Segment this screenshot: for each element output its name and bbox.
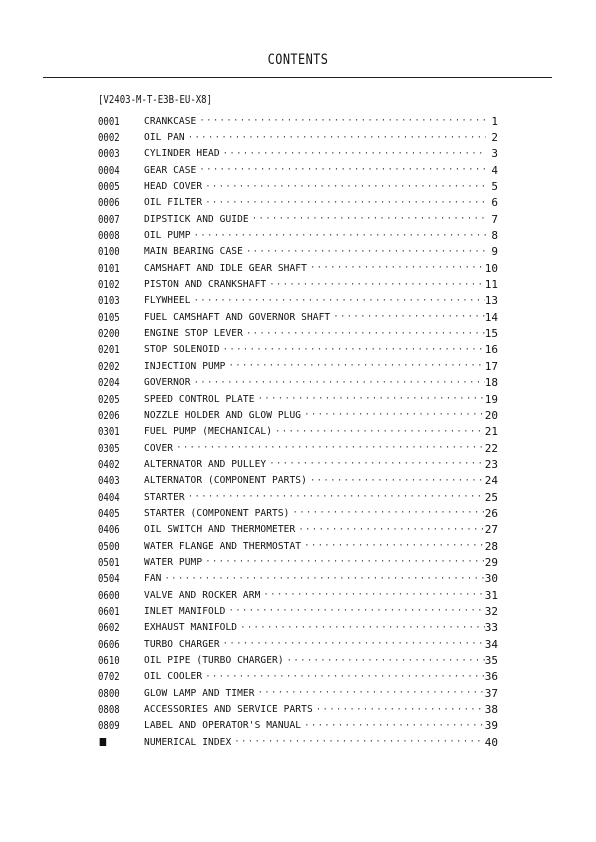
toc-entry[interactable]: [98, 522, 498, 538]
dot-leader: [301, 410, 485, 420]
entry-title: ALTERNATOR (COMPONENT PARTS): [144, 475, 307, 487]
square-bullet-icon: [98, 736, 136, 749]
toc-entry[interactable]: [98, 554, 498, 570]
entry-body: [144, 263, 485, 274]
toc-entry[interactable]: [98, 636, 498, 652]
entry-body: [144, 524, 485, 535]
entry-page-number: 23: [484, 457, 498, 471]
entry-title: GEAR CASE: [144, 164, 197, 176]
entry-page-number: 25: [484, 490, 498, 504]
toc-entry[interactable]: [98, 276, 498, 292]
entry-body: [144, 312, 485, 323]
entry-code: 0001: [98, 114, 120, 128]
toc-entry[interactable]: [98, 375, 498, 391]
entry-body: [144, 622, 485, 633]
entry-title: NUMERICAL INDEX: [144, 736, 232, 748]
dot-leader: [307, 263, 485, 273]
entry-title: CYLINDER HEAD: [144, 148, 220, 160]
entry-body: [144, 655, 485, 666]
toc-entry[interactable]: [98, 685, 498, 701]
entry-code: 0404: [98, 490, 120, 504]
entry-body: [144, 394, 485, 405]
entry-page-number: 16: [484, 343, 498, 357]
entry-code: 0006: [98, 196, 120, 210]
toc-entry[interactable]: [98, 146, 498, 162]
entry-title: ENGINE STOP LEVER: [144, 328, 243, 340]
toc-entry[interactable]: [98, 620, 498, 636]
dot-leader: [243, 247, 486, 257]
entry-title: FUEL CAMSHAFT AND GOVERNOR SHAFT: [144, 311, 331, 323]
dot-leader: [243, 329, 485, 339]
entry-page-number: 11: [484, 278, 498, 292]
entry-page-number: 32: [484, 604, 498, 618]
entry-code: 0600: [98, 588, 120, 602]
entry-title: OIL PUMP: [144, 230, 191, 242]
entry-page-number: 4: [491, 163, 498, 177]
entry-code: 0102: [98, 278, 120, 292]
dot-leader: [220, 149, 486, 159]
dot-leader: [266, 459, 485, 469]
entry-page-number: 21: [484, 425, 498, 439]
entry-body: [144, 459, 485, 470]
entry-page-number: 38: [484, 703, 498, 717]
entry-code: 0606: [98, 637, 120, 651]
entry-code: 0403: [98, 474, 120, 488]
toc-entry[interactable]: [98, 424, 498, 440]
model-code: [V2403-M-T-E3B-EU-X8]: [98, 93, 213, 106]
entry-code: 0602: [98, 621, 120, 635]
entry-title: NOZZLE HOLDER AND GLOW PLUG: [144, 409, 302, 421]
toc-entry[interactable]: [98, 325, 498, 341]
dot-leader: [225, 361, 484, 371]
entry-page-number: 9: [491, 245, 498, 259]
toc-entry[interactable]: [98, 162, 498, 178]
entry-code: 0800: [98, 686, 120, 700]
entry-title: DIPSTICK AND GUIDE: [144, 213, 249, 225]
toc-entry[interactable]: [98, 652, 498, 668]
dot-leader: [196, 116, 486, 126]
toc-entry[interactable]: [98, 113, 498, 129]
entry-body: [144, 410, 485, 421]
entry-page-number: 2: [491, 131, 498, 145]
toc-entry[interactable]: [98, 603, 498, 619]
toc-entry[interactable]: [98, 587, 498, 603]
dot-leader: [185, 133, 486, 143]
entry-body: [144, 443, 485, 454]
entry-body: [144, 541, 485, 552]
entry-body: [144, 704, 485, 715]
entry-body: [144, 688, 485, 699]
entry-code: 0702: [98, 670, 120, 684]
entry-title: HEAD COVER: [144, 181, 203, 193]
dot-leader: [330, 312, 485, 322]
entry-code: 0206: [98, 408, 120, 422]
entry-title: FUEL PUMP (MECHANICAL): [144, 426, 273, 438]
entry-page-number: 6: [491, 196, 498, 210]
dot-leader: [161, 574, 484, 584]
entry-body: [144, 557, 485, 568]
entry-body: [144, 279, 485, 290]
dot-leader: [301, 721, 485, 731]
entry-code: 0402: [98, 457, 120, 471]
entry-body: [144, 165, 486, 176]
toc-entry[interactable]: [98, 669, 498, 685]
entry-code: 0202: [98, 359, 120, 373]
toc-entry[interactable]: [98, 571, 498, 587]
entry-title: STARTER: [144, 491, 185, 503]
entry-body: [144, 639, 485, 650]
entry-page-number: 7: [491, 212, 498, 226]
entry-title: COVER: [144, 442, 174, 454]
dot-leader: [290, 508, 485, 518]
toc-entry[interactable]: [98, 734, 498, 750]
entry-page-number: 17: [484, 359, 498, 373]
toc-entry[interactable]: [98, 227, 498, 243]
entry-body: [144, 344, 485, 355]
entry-title: CRANKCASE: [144, 115, 197, 127]
entry-page-number: 37: [484, 686, 498, 700]
title-divider: [43, 77, 552, 78]
entry-code: 0610: [98, 654, 120, 668]
entry-page-number: 34: [484, 637, 498, 651]
dot-leader: [255, 688, 485, 698]
entry-page-number: 10: [484, 261, 498, 275]
entry-title: FAN: [144, 573, 162, 585]
entry-body: [144, 148, 486, 159]
toc-entry[interactable]: [98, 456, 498, 472]
entry-title: OIL PAN: [144, 132, 185, 144]
entry-code: 0200: [98, 327, 120, 341]
dot-leader: [272, 427, 485, 437]
toc-entry[interactable]: [98, 309, 498, 325]
entry-body: [144, 720, 485, 731]
entry-title: OIL PIPE (TURBO CHARGER): [144, 655, 284, 667]
entry-page-number: 14: [484, 310, 498, 324]
entry-body: [144, 295, 485, 306]
entry-body: [144, 214, 486, 225]
entry-body: [144, 230, 486, 241]
toc-entry[interactable]: [98, 718, 498, 734]
entry-title: GLOW LAMP AND TIMER: [144, 687, 255, 699]
toc-entry[interactable]: [98, 489, 498, 505]
entry-body: [144, 197, 486, 208]
entry-code: 0007: [98, 212, 120, 226]
dot-leader: [301, 541, 485, 551]
entry-title: ACCESSORIES AND SERVICE PARTS: [144, 704, 313, 716]
dot-leader: [202, 182, 486, 192]
entry-code: 0405: [98, 506, 120, 520]
entry-title: OIL FILTER: [144, 197, 203, 209]
toc-list: [98, 113, 498, 750]
dot-leader: [196, 165, 486, 175]
entry-page-number: 24: [484, 474, 498, 488]
entry-body: [144, 737, 485, 748]
entry-code: 0601: [98, 604, 120, 618]
page-title: CONTENTS: [267, 52, 329, 68]
entry-page-number: 13: [484, 294, 498, 308]
entry-body: [144, 246, 486, 257]
dot-leader: [249, 214, 486, 224]
entry-code: 0205: [98, 392, 120, 406]
entry-code: 0100: [98, 245, 120, 259]
entry-body: [144, 426, 485, 437]
dot-leader: [220, 639, 485, 649]
dot-leader: [191, 378, 485, 388]
dot-leader: [202, 557, 485, 567]
entry-body: [144, 492, 485, 503]
toc-entry[interactable]: [98, 701, 498, 717]
entry-code: 0103: [98, 294, 120, 308]
entry-code: 0005: [98, 180, 120, 194]
entry-page-number: 31: [484, 588, 498, 602]
dot-leader: [284, 656, 485, 666]
dot-leader: [231, 737, 484, 747]
entry-page-number: 18: [484, 376, 498, 390]
entry-body: [144, 590, 485, 601]
entry-page-number: 15: [484, 327, 498, 341]
toc-entry[interactable]: [98, 473, 498, 489]
entry-page-number: 39: [484, 719, 498, 733]
entry-code: 0101: [98, 261, 120, 275]
toc-entry[interactable]: [98, 342, 498, 358]
entry-title: EXHAUST MANIFOLD: [144, 622, 238, 634]
toc-entry[interactable]: [98, 538, 498, 554]
entry-title: WATER PUMP: [144, 556, 203, 568]
entry-body: [144, 132, 486, 143]
toc-entry[interactable]: [98, 440, 498, 456]
entry-page-number: 5: [491, 180, 498, 194]
entry-code: 0500: [98, 539, 120, 553]
entry-code: 0406: [98, 523, 120, 537]
toc-entry[interactable]: [98, 211, 498, 227]
entry-title: VALVE AND ROCKER ARM: [144, 589, 261, 601]
entry-title: SPEED CONTROL PLATE: [144, 393, 255, 405]
entry-code: 0809: [98, 719, 120, 733]
dot-leader: [266, 280, 485, 290]
entry-page-number: 27: [484, 523, 498, 537]
dot-leader: [295, 525, 484, 535]
entry-body: [144, 181, 486, 192]
dot-leader: [307, 476, 485, 486]
dot-leader: [191, 231, 486, 241]
entry-body: [144, 361, 485, 372]
entry-code: 0808: [98, 703, 120, 717]
entry-page-number: 40: [484, 735, 498, 749]
entry-title: PISTON AND CRANKSHAFT: [144, 279, 267, 291]
entry-code: 0201: [98, 343, 120, 357]
entry-title: FLYWHEEL: [144, 295, 191, 307]
entry-page-number: 1: [491, 114, 498, 128]
entry-title: WATER FLANGE AND THERMOSTAT: [144, 540, 302, 552]
entry-title: STARTER (COMPONENT PARTS): [144, 507, 290, 519]
dot-leader: [202, 672, 485, 682]
entry-title: TURBO CHARGER: [144, 638, 220, 650]
entry-body: [144, 328, 485, 339]
dot-leader: [191, 296, 485, 306]
entry-code: 0501: [98, 555, 120, 569]
entry-title: MAIN BEARING CASE: [144, 246, 243, 258]
entry-page-number: 30: [484, 572, 498, 586]
entry-title: GOVERNOR: [144, 377, 191, 389]
toc-entry[interactable]: [98, 260, 498, 276]
toc-entry[interactable]: [98, 505, 498, 521]
entry-code: 0002: [98, 131, 120, 145]
dot-leader: [185, 492, 485, 502]
dot-leader: [202, 198, 486, 208]
toc-entry[interactable]: [98, 244, 498, 260]
entry-code: 0204: [98, 376, 120, 390]
entry-code: 0003: [98, 147, 120, 161]
entry-body: [144, 573, 485, 584]
entry-body: [144, 475, 485, 486]
entry-page-number: 26: [484, 506, 498, 520]
entry-title: ALTERNATOR AND PULLEY: [144, 458, 267, 470]
entry-code: 0105: [98, 310, 120, 324]
entry-page-number: 19: [484, 392, 498, 406]
entry-page-number: 33: [484, 621, 498, 635]
entry-body: [144, 116, 486, 127]
toc-entry[interactable]: [98, 358, 498, 374]
entry-code: 0305: [98, 441, 120, 455]
dot-leader: [220, 345, 485, 355]
entry-body: [144, 377, 485, 388]
dot-leader: [260, 590, 484, 600]
entry-title: OIL SWITCH AND THERMOMETER: [144, 524, 296, 536]
entry-page-number: 35: [484, 654, 498, 668]
dot-leader: [225, 606, 484, 616]
entry-body: [144, 671, 485, 682]
entry-page-number: 29: [484, 555, 498, 569]
toc-entry[interactable]: [98, 178, 498, 194]
toc-entry[interactable]: [98, 195, 498, 211]
entry-title: INJECTION PUMP: [144, 360, 226, 372]
dot-leader: [173, 443, 485, 453]
toc-entry[interactable]: [98, 293, 498, 309]
entry-page-number: 8: [491, 229, 498, 243]
entry-page-number: 22: [484, 441, 498, 455]
entry-title: INLET MANIFOLD: [144, 605, 226, 617]
entry-page-number: 28: [484, 539, 498, 553]
dot-leader: [255, 394, 485, 404]
entry-page-number: 36: [484, 670, 498, 684]
entry-code: 0301: [98, 425, 120, 439]
toc-entry[interactable]: [98, 129, 498, 145]
entry-title: LABEL AND OPERATOR'S MANUAL: [144, 720, 302, 732]
entry-body: [144, 606, 485, 617]
entry-code: 0008: [98, 229, 120, 243]
entry-title: OIL COOLER: [144, 671, 203, 683]
entry-title: CAMSHAFT AND IDLE GEAR SHAFT: [144, 262, 307, 274]
dot-leader: [237, 623, 485, 633]
entry-code: 0004: [98, 163, 120, 177]
dot-leader: [313, 705, 485, 715]
entry-code: 0504: [98, 572, 120, 586]
entry-page-number: 20: [484, 408, 498, 422]
entry-page-number: 3: [491, 147, 498, 161]
toc-entry[interactable]: [98, 391, 498, 407]
entry-title: STOP SOLENOID: [144, 344, 220, 356]
toc-entry[interactable]: [98, 407, 498, 423]
entry-body: [144, 508, 485, 519]
